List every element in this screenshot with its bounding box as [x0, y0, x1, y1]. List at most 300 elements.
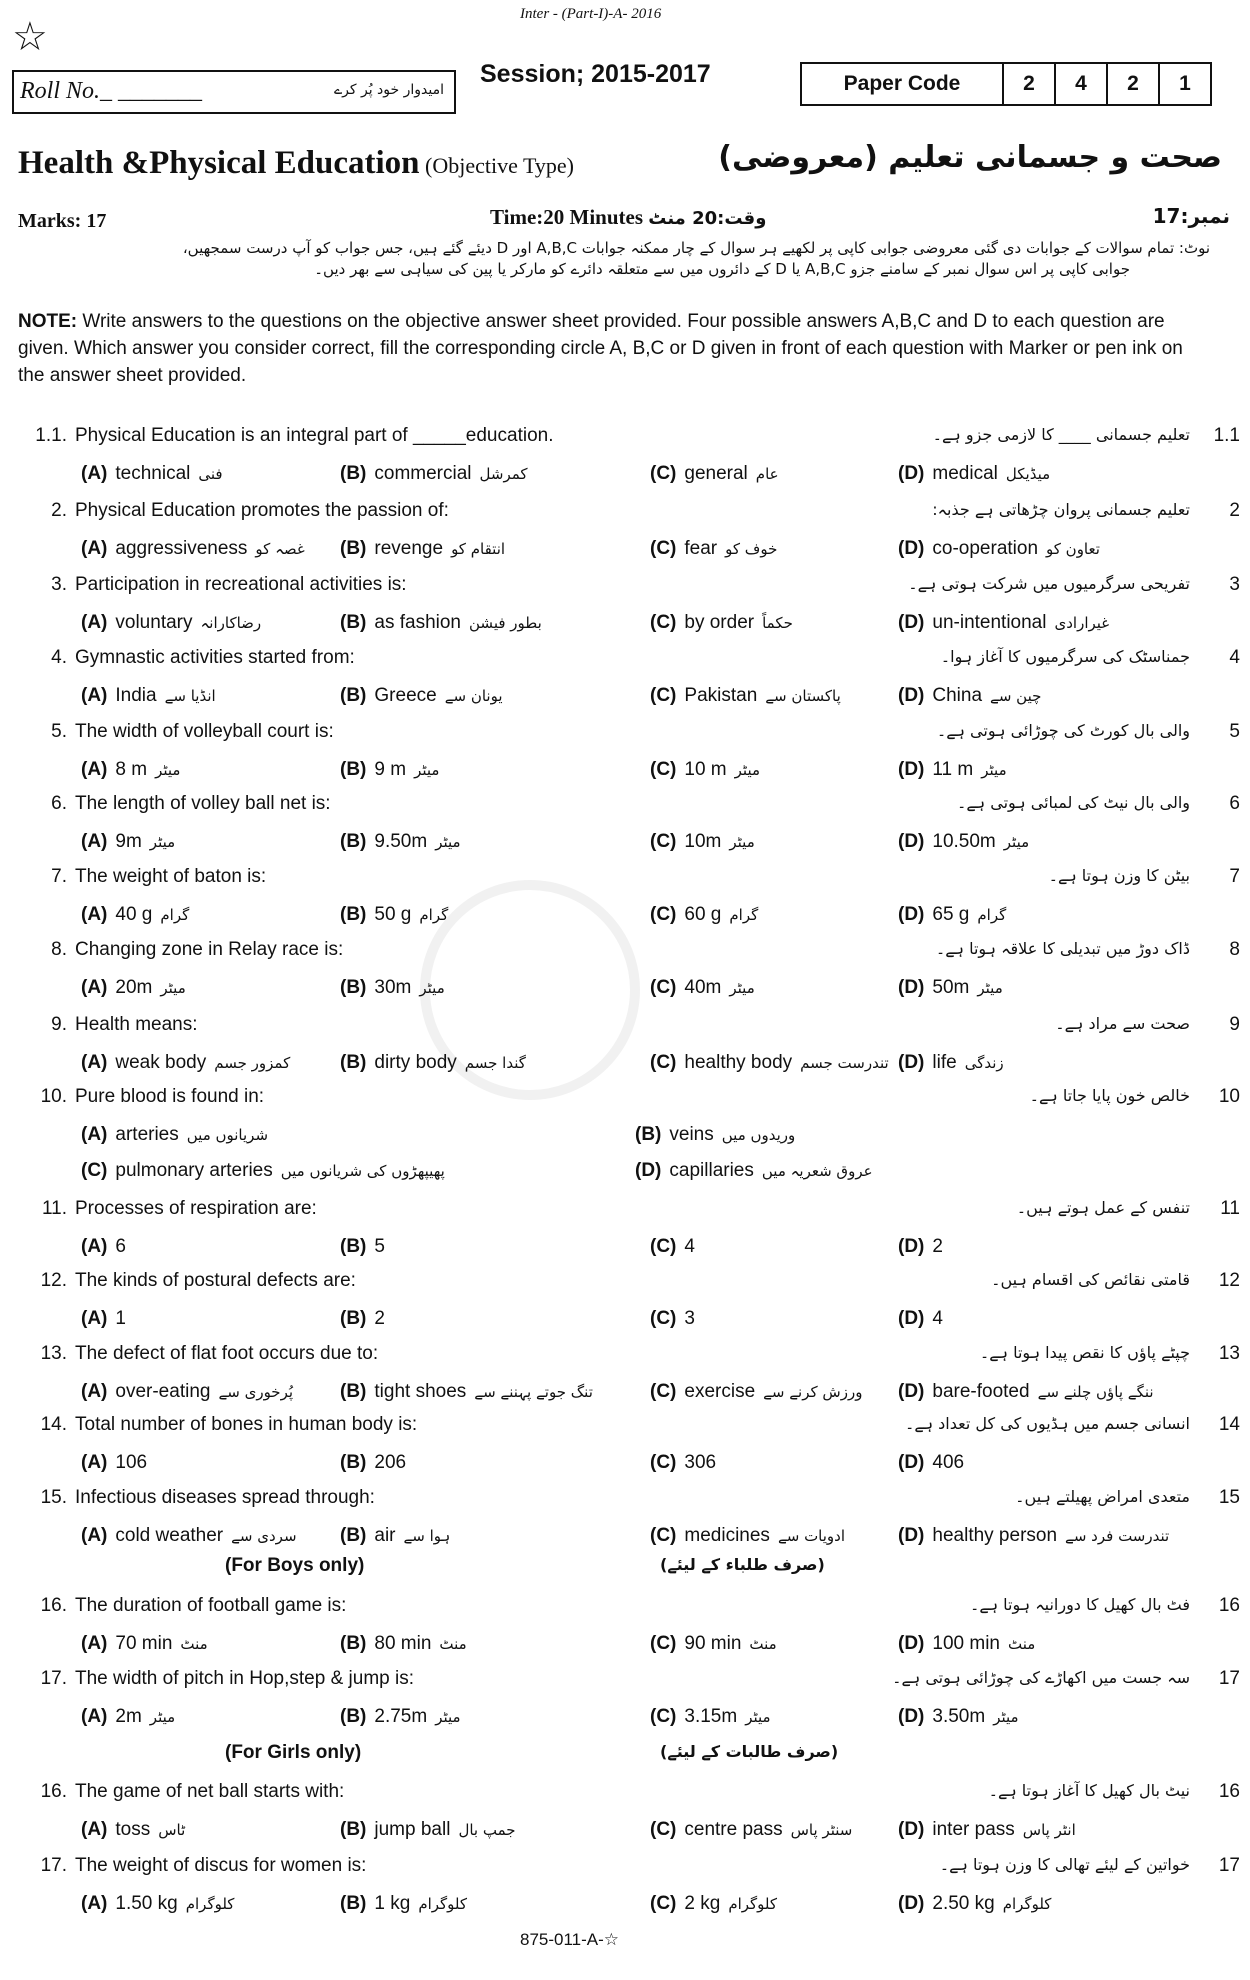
question-urdu: تفریحی سرگرمیوں میں شرکت ہوتی ہے۔ [908, 574, 1190, 593]
answer-option [650, 1236, 703, 1258]
section-heading-urdu: (صرف طلباء کے لیئے) [660, 1555, 825, 1574]
answer-option [340, 1525, 450, 1547]
answer-option [340, 1308, 393, 1330]
option-urdu: فنی [198, 465, 223, 483]
option-letter: (B) [340, 1706, 367, 1727]
option-text: 50 g [374, 904, 412, 925]
question-urdu: فٹ بال کھیل کا دورانیہ ہوتا ہے۔ [969, 1595, 1190, 1614]
question-number: 16. [40, 1595, 67, 1616]
page-title [18, 145, 574, 182]
option-text: commercial [374, 463, 472, 484]
question-urdu: چپٹے پاؤں کا نقص پیدا ہوتا ہے۔ [979, 1343, 1190, 1362]
answer-option [650, 1893, 777, 1915]
question-number: 9. [51, 1014, 67, 1035]
option-letter: (D) [898, 612, 925, 633]
option-letter: (D) [898, 904, 925, 925]
option-letter: (A) [81, 1633, 108, 1654]
answer-option [898, 1893, 1051, 1915]
option-urdu: کلوگرام [418, 1895, 468, 1913]
option-letter: (C) [650, 1819, 677, 1840]
question-number: 12. [40, 1270, 67, 1291]
answer-option [81, 1819, 185, 1841]
question-number: 14. [40, 1414, 67, 1435]
answer-option [635, 1160, 873, 1182]
option-letter: (D) [898, 685, 925, 706]
option-letter: (B) [340, 1452, 367, 1473]
option-letter: (A) [81, 759, 108, 780]
answer-option [340, 612, 542, 634]
answer-option [650, 1308, 703, 1330]
question-number: 11. [41, 1198, 67, 1219]
answer-option [898, 1308, 951, 1330]
question-urdu: والی بال کورٹ کی چوڑائی ہوتی ہے۔ [936, 721, 1190, 740]
option-text: cold weather [115, 1525, 224, 1546]
answer-option [81, 1236, 134, 1258]
question-number: 7. [51, 866, 67, 887]
answer-option [650, 759, 760, 781]
answer-option [340, 831, 461, 853]
option-letter: (C) [650, 904, 677, 925]
question-urdu-number: 8 [1229, 939, 1240, 960]
roll-urdu: امیدوار خود پُر کرے [333, 82, 444, 98]
answer-option [650, 1381, 862, 1403]
question-urdu-number: 5 [1229, 721, 1240, 742]
option-letter: (B) [340, 612, 367, 633]
option-urdu: حکماً [762, 614, 793, 632]
question-urdu-number: 15 [1218, 1487, 1240, 1508]
option-text: healthy body [684, 1052, 793, 1073]
option-urdu: ٹاس [158, 1821, 186, 1839]
answer-option [340, 463, 528, 485]
option-urdu: منٹ [749, 1635, 777, 1653]
question-text: The length of volley ball net is: [75, 793, 331, 814]
option-letter: (D) [898, 1308, 925, 1329]
question-urdu: متعدی امراض پھیلتے ہیں۔ [1015, 1487, 1190, 1506]
answer-option [898, 1706, 1019, 1728]
option-letter: (B) [340, 1893, 367, 1914]
option-letter: (C) [650, 1706, 677, 1727]
option-text: 5 [374, 1236, 385, 1257]
option-urdu: غیرارادی [1054, 614, 1110, 632]
option-letter: (B) [340, 685, 367, 706]
option-text: 2 [374, 1308, 385, 1329]
answer-option [81, 1893, 234, 1915]
question-urdu: خالص خون پایا جاتا ہے۔ [1029, 1086, 1190, 1105]
answer-option [81, 831, 175, 853]
answer-option [898, 685, 1041, 707]
question-number: 10. [40, 1086, 67, 1107]
option-letter: (A) [81, 685, 108, 706]
question-urdu-number: 17 [1218, 1668, 1240, 1689]
option-urdu: انٹر پاس [1022, 1821, 1076, 1839]
option-letter: (D) [898, 759, 925, 780]
question-number: 5. [51, 721, 67, 742]
question-urdu: قامتی نقائص کی اقسام ہیں۔ [991, 1270, 1190, 1289]
option-urdu: غصہ کو [255, 540, 305, 558]
option-letter: (D) [898, 1236, 925, 1257]
option-letter: (B) [340, 463, 367, 484]
answer-option [81, 904, 189, 926]
section-heading: (For Girls only) [225, 1742, 362, 1763]
answer-option [650, 977, 755, 999]
option-text: 6 [115, 1236, 126, 1257]
marks: Marks: 17 [18, 210, 107, 232]
option-urdu: میٹر [977, 979, 1003, 997]
answer-option [81, 1308, 134, 1330]
option-urdu: کلوگرام [1002, 1895, 1052, 1913]
option-urdu: عام [755, 465, 779, 483]
question-urdu-number: 17 [1218, 1855, 1240, 1876]
option-text: 406 [932, 1452, 965, 1473]
session: Session; 2015-2017 [480, 60, 711, 88]
paper-code-box [800, 62, 1212, 106]
option-text: centre pass [684, 1819, 783, 1840]
option-letter: (A) [81, 831, 108, 852]
answer-option [898, 1525, 1169, 1547]
star-icon: ☆ [12, 15, 48, 59]
question-text: The duration of football game is: [75, 1595, 347, 1616]
option-text: 2 kg [684, 1893, 721, 1914]
option-text: 40m [684, 977, 722, 998]
option-text: healthy person [932, 1525, 1058, 1546]
option-urdu: پُرخوری سے [218, 1383, 294, 1401]
option-text: revenge [374, 538, 444, 559]
question-urdu-number: 12 [1218, 1270, 1240, 1291]
option-urdu: میٹر [981, 761, 1007, 779]
option-letter: (D) [898, 1525, 925, 1546]
option-text: 1 kg [374, 1893, 411, 1914]
option-text: 9.50m [374, 831, 428, 852]
option-urdu: ننگے پاؤں چلنے سے [1037, 1383, 1154, 1401]
option-letter: (C) [650, 1381, 677, 1402]
answer-option [81, 1160, 445, 1182]
option-letter: (A) [81, 1124, 108, 1145]
option-urdu: تعاون کو [1046, 540, 1100, 558]
option-urdu: سنٹر پاس [790, 1821, 853, 1839]
option-urdu: میٹر [149, 1708, 176, 1726]
question [0, 939, 1250, 1019]
option-urdu: گرام [160, 906, 190, 924]
urdu-note-line-2: جوابی کاپی پر اس سوال نمبر کے سامنے جزو A,B,C یا D کے دائروں میں سے متعلقہ دائرے کو مارکر یا پین کی سیاہی سے بھر دیں۔ [314, 260, 1130, 278]
option-urdu: کلوگرام [728, 1895, 778, 1913]
option-text: 40 g [115, 904, 153, 925]
option-urdu: میٹر [993, 1708, 1019, 1726]
question [0, 1086, 1250, 1181]
answer-option [898, 1819, 1076, 1841]
option-urdu: وریدوں میں [721, 1126, 796, 1144]
question-urdu: تعلیم جسمانی پروان چڑھاتی ہے جذبہ: [932, 500, 1190, 519]
option-urdu: بطور فیشن [469, 614, 542, 632]
option-letter: (C) [650, 759, 677, 780]
option-letter: (B) [340, 759, 367, 780]
answer-option [650, 1706, 771, 1728]
option-urdu: گندا جسم [464, 1054, 526, 1072]
answer-option [81, 612, 261, 634]
answer-option [898, 759, 1007, 781]
option-urdu: میٹر [419, 979, 445, 997]
option-urdu: میٹر [1003, 833, 1030, 851]
option-urdu: گرام [729, 906, 759, 924]
answer-option [81, 1381, 293, 1403]
option-urdu: میٹر [414, 761, 440, 779]
question-text: Processes of respiration are: [75, 1198, 317, 1219]
option-urdu: جمپ بال [458, 1821, 516, 1839]
question-text: Total number of bones in human body is: [75, 1414, 418, 1435]
section-heading: (For Boys only) [225, 1555, 365, 1576]
option-text: pulmonary arteries [115, 1160, 273, 1181]
option-urdu: گرام [419, 906, 449, 924]
option-letter: (B) [340, 977, 367, 998]
option-text: arteries [115, 1124, 179, 1145]
question-text: Changing zone in Relay race is: [75, 939, 344, 960]
paper-code-digit: 2 [1002, 64, 1054, 104]
option-text: weak body [115, 1052, 207, 1073]
question-urdu-number: 9 [1229, 1014, 1240, 1035]
answer-option [340, 977, 445, 999]
option-urdu: میٹر [160, 979, 186, 997]
option-letter: (D) [898, 831, 925, 852]
question [0, 1855, 1250, 1935]
option-letter: (B) [340, 1308, 367, 1329]
answer-option [650, 1819, 852, 1841]
question [0, 1781, 1250, 1861]
option-text: 1.50 kg [115, 1893, 178, 1914]
option-letter: (B) [340, 904, 367, 925]
answer-option [898, 1236, 951, 1258]
question-urdu: تعلیم جسمانی ____ کا لازمی جزو ہے۔ [932, 425, 1190, 444]
option-urdu: میٹر [155, 761, 181, 779]
question [0, 1487, 1250, 1567]
option-letter: (B) [635, 1124, 662, 1145]
answer-option [81, 685, 216, 707]
option-urdu: یونان سے [444, 687, 503, 705]
option-text: un-intentional [932, 612, 1047, 633]
question-urdu-number: 16 [1218, 1781, 1240, 1802]
answer-option [340, 685, 503, 707]
option-letter: (A) [81, 538, 108, 559]
option-text: China [932, 685, 983, 706]
option-urdu: منٹ [1008, 1635, 1036, 1653]
answer-option [898, 1052, 1004, 1074]
option-urdu: ورزش کرنے سے [763, 1383, 863, 1401]
question-text: The weight of baton is: [75, 866, 267, 887]
option-text: 3 [684, 1308, 695, 1329]
urdu-note [40, 238, 1210, 280]
option-text: 10.50m [932, 831, 996, 852]
note-label: NOTE: [18, 311, 78, 332]
option-letter: (A) [81, 1893, 108, 1914]
option-text: general [684, 463, 748, 484]
question-text: Physical Education promotes the passion of: [75, 500, 449, 521]
option-letter: (D) [898, 1706, 925, 1727]
answer-option [340, 904, 448, 926]
time [490, 205, 766, 230]
option-text: technical [115, 463, 191, 484]
option-text: as fashion [374, 612, 462, 633]
option-letter: (D) [898, 538, 925, 559]
option-letter: (C) [650, 463, 677, 484]
paper-code-digit: 1 [1158, 64, 1210, 104]
option-urdu: میٹر [149, 833, 176, 851]
option-urdu: پاکستان سے [765, 687, 841, 705]
option-text: 9 m [374, 759, 407, 780]
option-letter: (A) [81, 612, 108, 633]
option-letter: (A) [81, 1819, 108, 1840]
answer-option [81, 463, 223, 485]
option-text: exercise [684, 1381, 756, 1402]
option-letter: (B) [340, 1633, 367, 1654]
option-letter: (D) [898, 1052, 925, 1073]
question-urdu: سہ جست میں اکھاڑے کی چوڑائی ہوتی ہے۔ [892, 1668, 1190, 1687]
option-urdu: میٹر [729, 833, 755, 851]
option-text: 4 [684, 1236, 695, 1257]
option-text: Pakistan [684, 685, 758, 706]
question-number: 16. [40, 1781, 67, 1802]
option-letter: (A) [81, 1308, 108, 1329]
option-letter: (C) [650, 1452, 677, 1473]
option-urdu: کلوگرام [185, 1895, 235, 1913]
option-letter: (D) [898, 1633, 925, 1654]
question-number: 15. [40, 1487, 67, 1508]
question-urdu: نیٹ بال کھیل کا آغاز ہوتا ہے۔ [988, 1781, 1190, 1800]
option-letter: (A) [81, 1052, 108, 1073]
question [0, 500, 1250, 580]
option-text: toss [115, 1819, 151, 1840]
option-letter: (C) [650, 538, 677, 559]
option-text: 2.50 kg [932, 1893, 995, 1914]
note [18, 308, 1188, 389]
question [0, 1270, 1250, 1350]
question-urdu: جمناسٹک کی سرگرمیوں کا آغاز ہوا۔ [940, 647, 1190, 666]
question-text: Health means: [75, 1014, 198, 1035]
question-urdu-number: 11 [1220, 1198, 1240, 1219]
urdu-note-line-1: نوٹ: تمام سوالات کے جوابات دی گئی معروضی جوابی کاپی پر لکھیے ہر سوال کے چار ممکنہ جوابات A,B,C اور D دیئے گئے ہیں، جس جواب کو آپ درست سمجھیں، [182, 239, 1210, 257]
answer-option [650, 1452, 724, 1474]
question-urdu: تنفس کے عمل ہوتے ہیں۔ [1016, 1198, 1190, 1217]
option-text: 4 [932, 1308, 943, 1329]
question-number: 17. [40, 1668, 67, 1689]
question-text: Participation in recreational activities is: [75, 574, 407, 595]
option-text: 8 m [115, 759, 148, 780]
option-urdu: تندرست جسم [800, 1054, 889, 1072]
answer-option [340, 1236, 393, 1258]
option-urdu: میٹر [435, 833, 461, 851]
option-letter: (D) [898, 1819, 925, 1840]
option-letter: (C) [650, 831, 677, 852]
option-urdu: میٹر [734, 761, 761, 779]
option-text: bare-footed [932, 1381, 1030, 1402]
option-text: 70 min [115, 1633, 173, 1654]
option-urdu: ہوا سے [403, 1527, 451, 1545]
question-text: The width of pitch in Hop,step & jump is: [75, 1668, 414, 1689]
question-text: Infectious diseases spread through: [75, 1487, 375, 1508]
option-text: air [374, 1525, 396, 1546]
answer-option [650, 538, 777, 560]
option-letter: (C) [650, 1308, 677, 1329]
answer-option [898, 1633, 1035, 1655]
answer-option [898, 463, 1050, 485]
answer-option [81, 538, 305, 560]
footer-code: 875-011-A-☆ [520, 1930, 620, 1949]
answer-option [898, 831, 1029, 853]
question-number: 3. [51, 574, 67, 595]
option-text: fear [684, 538, 718, 559]
question-text: Physical Education is an integral part of _____education. [75, 425, 554, 446]
option-letter: (D) [898, 1381, 925, 1402]
question [0, 866, 1250, 946]
option-text: life [932, 1052, 957, 1073]
option-urdu: پھیپھڑوں کی شریانوں میں [280, 1162, 445, 1180]
urdu-title: صحت و جسمانی تعلیم (معروضی) [718, 140, 1222, 175]
answer-option [340, 1381, 593, 1403]
option-text: voluntary [115, 612, 193, 633]
option-letter: (D) [898, 1452, 925, 1473]
option-letter: (C) [650, 977, 677, 998]
option-urdu: خوف کو [725, 540, 778, 558]
answer-option [340, 1052, 526, 1074]
question-urdu: صحت سے مراد ہے۔ [1055, 1014, 1190, 1033]
question-number: 17. [40, 1855, 67, 1876]
question-text: Pure blood is found in: [75, 1086, 265, 1107]
option-text: 9m [115, 831, 142, 852]
option-text: Greece [374, 685, 437, 706]
paper-code-digit: 4 [1054, 64, 1106, 104]
question [0, 647, 1250, 727]
answer-option [81, 759, 180, 781]
question-urdu-number: 16 [1218, 1595, 1240, 1616]
option-letter: (C) [650, 1525, 677, 1546]
option-text: 60 g [684, 904, 722, 925]
option-urdu: ادویات سے [777, 1527, 846, 1545]
question-number: 1.1. [35, 425, 67, 446]
option-urdu: شریانوں میں [186, 1126, 269, 1144]
question-number: 4. [51, 647, 67, 668]
question-urdu: ڈاک دوڑ میں تبدیلی کا علاقہ ہوتا ہے۔ [935, 939, 1190, 958]
paper-code-label: Paper Code [843, 72, 961, 95]
option-letter: (C) [650, 1236, 677, 1257]
option-letter: (A) [81, 1236, 108, 1257]
option-letter: (A) [81, 1452, 108, 1473]
answer-option [898, 1452, 972, 1474]
option-text: tight shoes [374, 1381, 467, 1402]
question-text: The game of net ball starts with: [75, 1781, 345, 1802]
answer-option [81, 1452, 155, 1474]
answer-option [340, 1893, 467, 1915]
paper-code-digit: 2 [1106, 64, 1158, 104]
option-letter: (D) [898, 977, 925, 998]
option-letter: (A) [81, 1706, 108, 1727]
option-urdu: انڈیا سے [164, 687, 216, 705]
answer-option [340, 759, 439, 781]
question [0, 793, 1250, 873]
option-text: medical [932, 463, 998, 484]
question [0, 574, 1250, 654]
answer-option [650, 1052, 889, 1074]
answer-option [898, 904, 1006, 926]
roll-number-box [12, 70, 456, 114]
answer-option [650, 463, 779, 485]
option-text: inter pass [932, 1819, 1015, 1840]
option-letter: (A) [81, 904, 108, 925]
question [0, 1414, 1250, 1494]
option-text: 20m [115, 977, 153, 998]
option-letter: (C) [650, 685, 677, 706]
option-letter: (A) [81, 1525, 108, 1546]
option-text: 3.50m [932, 1706, 986, 1727]
option-letter: (C) [650, 1052, 677, 1073]
question-urdu-number: 7 [1229, 866, 1240, 887]
answer-option [81, 1706, 175, 1728]
